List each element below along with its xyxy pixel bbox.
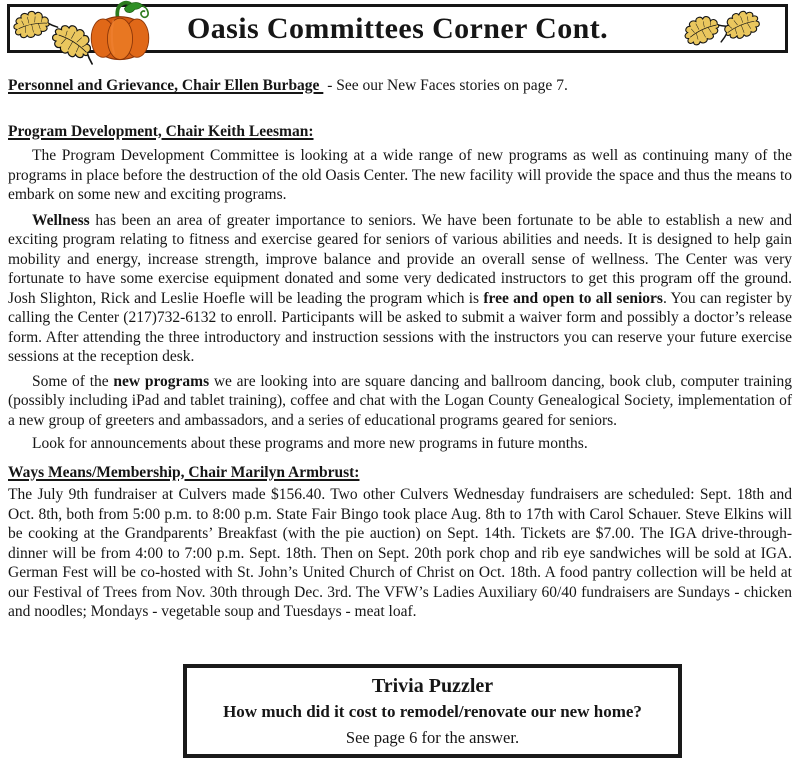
trivia-question: How much did it cost to remodel/renovate our new home? [223,702,642,721]
trivia-puzzler-box [183,664,682,758]
pumpkin-icon [80,0,160,61]
trivia-title: Trivia Puzzler [371,675,494,697]
program-development-heading: Program Development, Chair Keith Leesman: [8,122,314,140]
ways-means-heading: Ways Means/Membership, Chair Marilyn Armbrust: [8,463,360,481]
paragraph-ways-means: The July 9th fundraiser at Culvers made $156.40. Two other Culvers Wednesday fundraisers are scheduled: Sept. 18th and Oct. 8th, both from 5:00 p.m. to 8:00 p.m. State Fair Bingo took place Aug. 8th to 17th with Carol Schauer. Steve Elkins will be cooking at the Grandparents’ Breakfast (with the pie auction) on Sept. 14th. Tickets are $7.00. The IGA drive-through-dinner will be from 4:00 to 7:00 p.m. Sept. 18th. Then on Sept. 20th pork chop and rib eye sandwiches will be sold at IGA. German Fest will be co-hosted with St. John’s United Church of Christ on Oct. 18th. A food pantry collection will be held at our Festival of Trees from Nov. 30th through Dec. 3rd. The VFW’s Ladies Auxiliary 60/40 fundraisers are Sundays - chicken and noodles; Mondays - vegetable soup and Tuesdays - meat loaf. [8,486,792,620]
personnel-grievance-line: Personnel and Grievance, Chair Ellen Burbage - See our New Faces stories on page 7. [8,77,568,94]
paragraph-new-programs: Some of the new programs we are looking into are square dancing and ballroom dancing, book club, computer training (possibly including iPad and tablet training), coffee and chat with the Logan County Genealogical Society, implementation of a new group of greeters and ambassadors, and a series of educational programs geared for seniors. [8,372,792,429]
paragraph-program-intro: The Program Development Committee is looking at a wide range of new programs as well as continuing many of the programs in place before the destruction of the old Oasis Center. The new facility will provide the space and thus the means to embark on some new and exciting programs. [8,147,792,203]
paragraph-announcements: Look for announcements about these programs and more new programs in future months. [32,435,588,452]
page-title: Oasis Committees Corner Cont. [187,11,608,45]
paragraph-wellness: Wellness has been an area of greater importance to seniors. We have been fortunate to be able to establish a new and exciting program relating to fitness and exercise geared for seniors of various abilities and needs. It is designed to help gain mobility and energy, increase strength, improve balance and provide an overall sense of wellness. The Center was very fortunate to have some exercise equipment donated and some very dedicated instructors to get this program off the ground. Josh Slighton, Rick and Leslie Hoefle will be leading the program which is free and open to all seniors. You can register by calling the Center (217)732-6132 to enroll. Participants will be asked to submit a waiver form and possibly a doctor’s release form. After attending the three introductory and instruction sessions with the instructors you can reserve your future exercise sessions at the reception desk. [8,211,792,365]
trivia-note: See page 6 for the answer. [345,728,520,747]
